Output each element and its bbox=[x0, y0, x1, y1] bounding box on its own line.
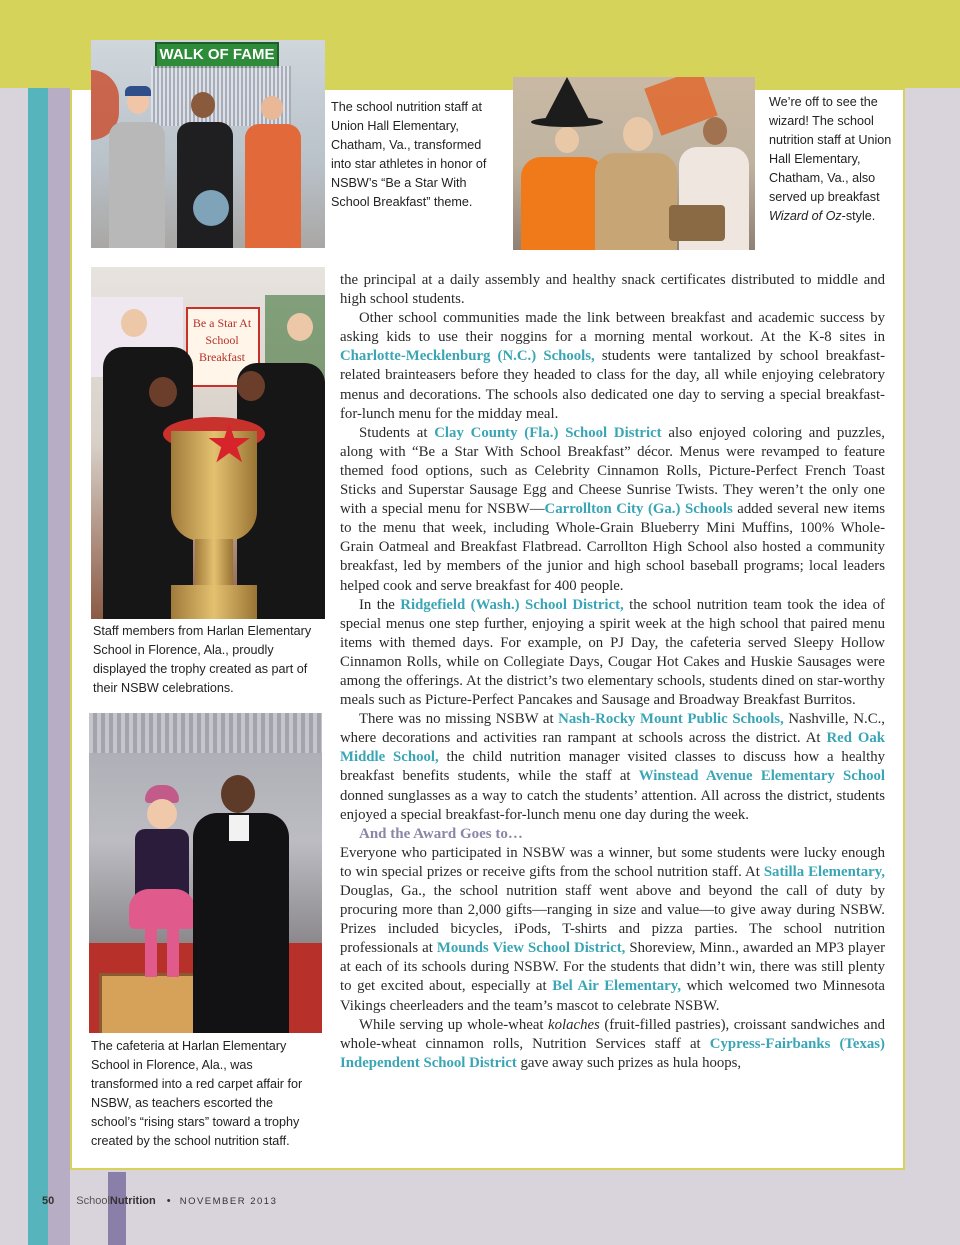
org-name: Cypress-Fairbanks (Texas) Independent School District bbox=[340, 1035, 885, 1071]
photo-wizard-of-oz bbox=[513, 77, 755, 250]
article-text: the school nutrition team took the idea of special menus one step further, enjoying a spirit week at the high school that paired menu items with themed days. For example, on PJ Day, the cafeteria served Sleepy Hollow Cinnamon Rolls, while on Collegiate Days, Cougar Hot Cakes and Huskie Sausages were among the offerings. At the district’s two elementary schools, students dined on star-worthy meals such as Picture-Perfect Pancakes and Sausage and Broadway Breakfast Burritos. bbox=[340, 596, 885, 709]
issue-date: NOVEMBER 2013 bbox=[179, 1196, 278, 1207]
caption-wizard-text-2: -style. bbox=[841, 209, 876, 223]
article-text: Other school communities made the link between breakfast and academic success by asking kids to use their noggins for a morning mental workout. At the K-8 sites in bbox=[340, 310, 885, 346]
trophy-sign: Be a Star At School Breakfast bbox=[192, 316, 252, 364]
footer-accent-stripe bbox=[108, 1172, 126, 1245]
article-text: Nashville, N.C., where decorations and activities ran rampant at schools across the district. At bbox=[340, 711, 885, 747]
article-text: students were tantalized by school breakfast-related brainteasers before they headed to class for the day, all while enjoying celebratory menus and decorations. The schools also dedicated one day to serving a special breakfast-for-lunch menu for the midday meal. bbox=[340, 348, 885, 422]
article-paragraph bbox=[340, 309, 885, 424]
photo-walk-of-fame bbox=[91, 40, 325, 248]
article-text: which welcomed two Minnesota Vikings cheerleaders and the team’s mascot to celebrate NSBW. bbox=[340, 978, 885, 1014]
page-number: 50 bbox=[42, 1195, 55, 1207]
article-text: (fruit-filled pastries), croissant sandwiches and whole-wheat cinnamon rolls, Nutrition Services staff at bbox=[340, 1016, 885, 1052]
article-text: donned sunglasses as a way to catch the students’ attention. All across the district, students enjoyed a special breakfast-for-lunch menu one day during the week. bbox=[340, 787, 885, 823]
article-text: Everyone who participated in NSBW was a winner, but some students were lucky enough to win special prizes or receive gifts from the school nutrition staff. At bbox=[340, 844, 885, 880]
footer-separator: • bbox=[166, 1195, 171, 1207]
article-text: In the bbox=[359, 596, 401, 613]
article-text: There was no missing NSBW at bbox=[359, 711, 559, 728]
org-name: Charlotte-Mecklenburg (N.C.) Schools, bbox=[340, 348, 595, 365]
teal-side-stripe bbox=[28, 88, 48, 1245]
bottom-color-band bbox=[0, 1170, 960, 1245]
section-heading: And the Award Goes to… bbox=[359, 825, 523, 842]
org-name: Red Oak Middle School, bbox=[340, 730, 885, 766]
magazine-name-part1: School bbox=[76, 1195, 110, 1207]
org-name: Nash-Rocky Mount Public Schools, bbox=[558, 711, 784, 728]
purple-side-stripe bbox=[48, 88, 70, 1245]
article-paragraph bbox=[340, 596, 885, 711]
org-name: Clay County (Fla.) School District bbox=[434, 424, 662, 441]
photo-trophy-staff: Be a Star At School Breakfast ★ bbox=[91, 267, 325, 619]
walk-of-fame-banner: WALK OF FAME bbox=[159, 46, 275, 63]
article-text: the principal at a daily assembly and healthy snack certificates distributed to middle and high school students. bbox=[340, 272, 885, 308]
article-text: added several new items to the menu that week, including Whole-Grain Blueberry Mini Muffins, 100% Whole-Grain Oatmeal and Breakfast Flatbread. Carrollton High School also hosted a community breakfast, led by members of the junior and high school baseball programs; local leaders helped cook and serve breakfast for 400 people. bbox=[340, 501, 885, 594]
magazine-name-part2: Nutrition bbox=[109, 1195, 156, 1207]
article-text: Students at bbox=[359, 424, 435, 441]
article-text: While serving up whole-wheat bbox=[359, 1016, 549, 1033]
org-name: Winstead Avenue Elementary School bbox=[638, 768, 885, 785]
article-text: also enjoyed coloring and puzzles, along with “Be a Star With School Breakfast” décor. Menus were revamped to feature themed food options, such as Celebrity Cinnamon Rolls, Picture-Perfect French Toast Sticks and Superstar Sausage Egg and Cheese Sunrise Twists. They weren’t the only one with a special menu for NSBW— bbox=[340, 424, 885, 518]
photo-red-carpet bbox=[89, 713, 322, 1033]
article-paragraph bbox=[340, 1016, 885, 1073]
org-name: Mounds View School District, bbox=[436, 940, 626, 957]
org-name: Carrollton City (Ga.) Schools bbox=[544, 501, 733, 518]
caption-wizard-text-1: We’re off to see the wizard! The school nutrition staff at Union Hall Elementary, Chatham, Va., also served up breakfast bbox=[769, 95, 892, 204]
article-text: Shoreview, Minn., awarded an MP3 player at each of its schools during NSBW. For the students that didn’t win, there was still plenty to get excited about, especially at bbox=[340, 940, 886, 995]
article-paragraph bbox=[340, 424, 885, 596]
caption-wizard-italic: Wizard of Oz bbox=[769, 209, 842, 223]
caption-red-carpet: The cafeteria at Harlan Elementary School in Florence, Ala., was transformed into a red carpet affair for NSBW, as teachers escorted the school’s “rising stars” toward a trophy created by the school nutrition staff. bbox=[91, 1039, 303, 1148]
caption-wizard-of-oz bbox=[769, 93, 901, 226]
article-text: gave away such prizes as hula hoops, bbox=[516, 1054, 742, 1071]
article-paragraph bbox=[340, 271, 885, 309]
article-text: Douglas, Ga., the school nutrition staff went above and beyond the call of duty by procuring more than 2,000 gifts—ranging in size and value—to give away during NSBW. Prizes included bicycles, iPods, T-shirts and pizza parties. The school nutrition professionals at bbox=[340, 883, 885, 957]
article-italic: kolaches bbox=[548, 1016, 600, 1033]
caption-trophy-staff: Staff members from Harlan Elementary School in Florence, Ala., proudly displayed the trophy created as part of their NSBW celebrations. bbox=[93, 624, 312, 695]
article-paragraph bbox=[340, 844, 885, 1016]
org-name: Satilla Elementary, bbox=[763, 863, 885, 880]
caption-walk-of-fame: The school nutrition staff at Union Hall Elementary, Chatham, Va., transformed into star athletes in honor of NSBW’s “Be a Star With School Breakfast” theme. bbox=[331, 100, 487, 209]
article-paragraph bbox=[340, 710, 885, 825]
page-footer bbox=[42, 1195, 277, 1207]
org-name: Ridgefield (Wash.) School District, bbox=[400, 596, 624, 613]
article-text: the child nutrition manager visited classes to discuss how a healthy breakfast benefits students, while the staff at bbox=[340, 749, 885, 785]
org-name: Bel Air Elementary, bbox=[552, 978, 682, 995]
article-body bbox=[340, 271, 885, 1073]
